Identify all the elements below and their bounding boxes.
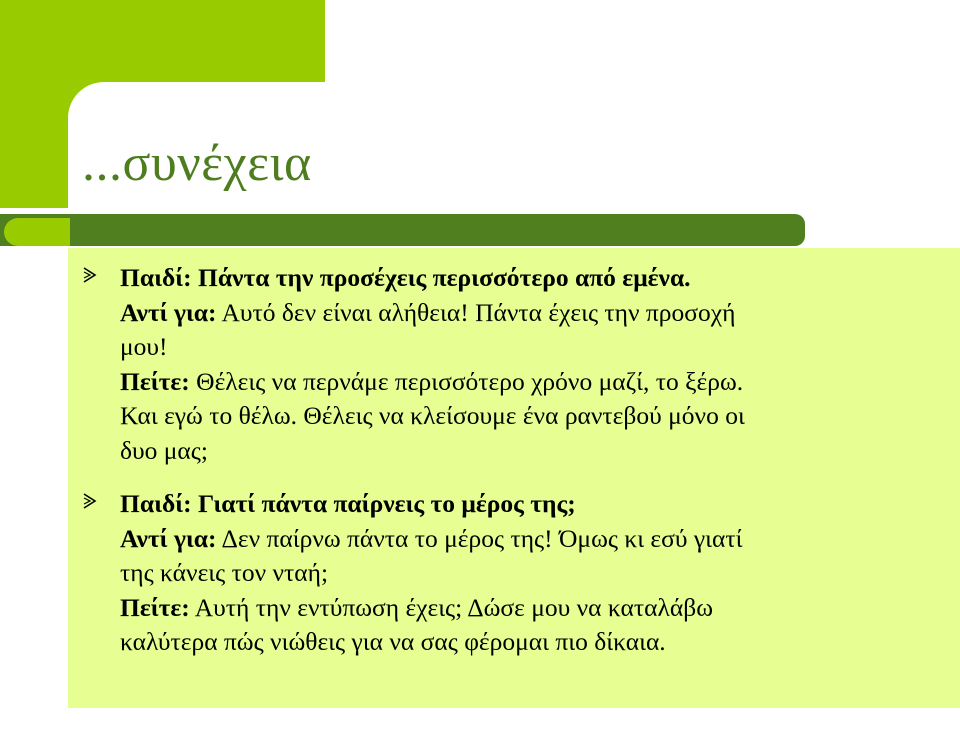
bullet-item [120,261,940,468]
bullet-line [120,261,940,296]
bullet-line [120,365,940,400]
bullet-line [120,556,940,591]
arrow-chevron-icon-svg [82,266,98,284]
line-text: Αυτή την εντύπωση έχεις; Δώσε μου να καταλάβω [189,592,713,622]
speaker-label: Πείτε: [120,592,190,622]
speaker-label: Αντί για: [120,523,217,553]
speaker-label: Αντί για: [120,297,217,327]
line-text: Θέλεις να περνάμε περισσότερο χρόνο μαζί, το ξέρω. [189,366,744,396]
line-text: Δεν παίρνω πάντα το μέρος της! Όμως κι εσύ γιατί [216,523,743,553]
bullet-line [120,522,940,557]
speaker-label: Παιδί: [120,489,192,518]
bullet-line [120,487,940,522]
arrow-chevron-icon [82,266,98,290]
bullet-line [120,399,940,434]
bullet-line [120,330,940,365]
bullet-item [120,487,940,660]
bullet-line [120,296,940,331]
line-text: καλύτερα πώς νιώθεις για να σας φέρομαι πιο δίκαια. [120,627,666,656]
line-text: της κάνεις τον νταή; [120,558,329,587]
line-text: Αυτό δεν είναι αλήθεια! Πάντα έχεις την προσοχή [216,297,736,327]
line-text: δυο μας; [120,435,208,465]
line-text: Πάντα την προσέχεις περισσότερο από εμένα. [191,263,691,292]
line-text: μου! [120,332,168,361]
divider-bar [0,214,805,246]
line-text: Και εγώ το θέλω. Θέλεις να κλείσουμε ένα ραντεβού μόνο οι [120,401,745,430]
bullet-line [120,434,940,469]
divider-bar-cap [4,218,70,246]
arrow-chevron-icon [82,492,98,516]
speaker-label: Παιδί: [120,263,192,292]
bullet-line [120,625,940,660]
bullet-line [120,591,940,626]
line-text: Γιατί πάντα παίρνεις το μέρος της; [191,489,576,518]
slide-title: ...συνέχεια [82,135,312,192]
arrow-chevron-icon-svg [82,492,98,510]
speaker-label: Πείτε: [120,366,190,396]
